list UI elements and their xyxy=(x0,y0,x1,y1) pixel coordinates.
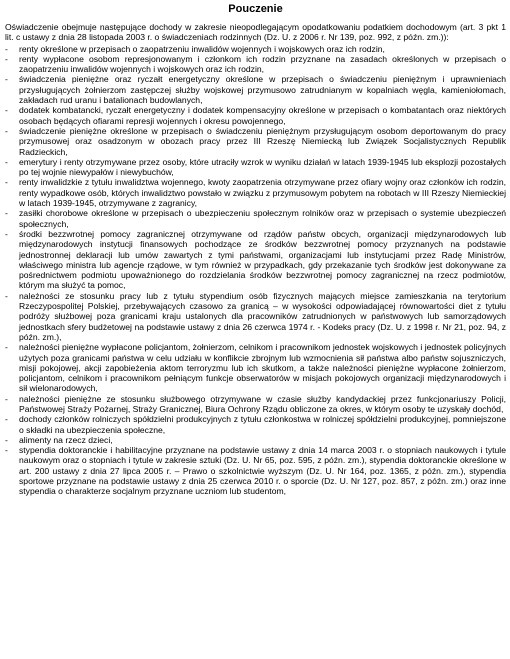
list-item-text: należności pieniężne wypłacone policjantom, żołnierzom, celnikom i pracownikom jednostek wojskowych i jednostek policyjnych użytych poza granicami państwa w celu udziału w konflikcie zbrojnym lub wzmocnienia sił państwa albo państw sojuszniczych, misji pokojowej, akcji zapobieżenia aktom terroryzmu lub ich skutkom, a także należności pieniężne wypłacone żołnierzom, policjantom, celnikom i pracownikom pełniącym funkcje obserwatorów w misjach pokojowych organizacji międzynarodowych i sił wielonarodowych, xyxy=(19,342,506,394)
list-item-text: świadczenie pieniężne określone w przepisach o świadczeniu pieniężnym przysługującym osobom deportowanym do pracy przymusowej oraz osadzonym w obozach pracy przez III Rzeszę Niemiecką lub Związek Socjalistycznych Republik Radzieckich, xyxy=(19,125,506,157)
list-item xyxy=(5,105,506,126)
list-item-text: środki bezzwrotnej pomocy zagranicznej otrzymywane od rządów państw obcych, organizacji międzynarodowych lub międzynarodowych instytucji finansowych pochodzące ze środków bezzwrotnej pomocy przyznanych na podstawie jednostronnej deklaracji lub umów zawartych z tymi państwami, organizacjami lub instytucjami przez Radę Ministrów, właściwego ministra lub agencje rządowe, w tym również w przypadkach, gdy przekazanie tych środków jest dokonywane za pośrednictwem podmiotu upoważnionego do rozdzielania środków bezzwrotnej pomocy zagranicznej na rzecz podmiotów, którym ma służyć ta pomoc, xyxy=(19,228,506,291)
list-bullet: - xyxy=(5,156,8,167)
list-item-text: dodatek kombatancki, ryczałt energetyczny i dodatek kompensacyjny określone w przepisach o kombatantach oraz niektórych osobach będących ofiarami represji wojennych i okresu powojennego, xyxy=(19,105,506,126)
list-bullet: - xyxy=(5,414,8,425)
list-bullet: - xyxy=(5,228,8,239)
intro-paragraph: Oświadczenie obejmuje następujące dochody w zakresie nieopodlegającym opodatkowaniu podatkiem dochodowym (art. 3 pkt 1 lit. c ustawy z dnia 28 listopada 2003 r. o świadczeniach rodzinnych (Dz. U. z 2006 r. Nr 139, poz. 992, z późn. zm.)): xyxy=(5,22,506,43)
list-bullet: - xyxy=(5,342,8,353)
list-item xyxy=(5,435,506,445)
list-item xyxy=(5,342,506,393)
list-item-text: należności ze stosunku pracy lub z tytułu stypendium osób fizycznych mających miejsce zamieszkania na terytorium Rzeczypospolitej Polskiej, przebywających czasowo za granicą – w wysokości odpowiadającej równowartości diet z tytułu podróży służbowej poza granicami kraju ustalonych dla pracowników zatrudnionych w państwowych lub samorządowych jednostkach sfery budżetowej na podstawie ustawy z dnia 26 czerwca 1974 r. - Kodeks pracy (Dz. U. z 1998 r. Nr 21, poz. 94, z późn. zm.), xyxy=(19,290,506,342)
list-item-text: świadczenia pieniężne oraz ryczałt energetyczny określone w przepisach o świadczeniu pieniężnym i uprawnieniach przysługujących żołnierzom zastępczej służby wojskowej przymusowo zatrudnianym w kopalniach węgla, kamieniołomach, zakładach rud uranu i batalionach budowlanych, xyxy=(19,74,506,106)
list-item xyxy=(5,177,506,208)
list-item xyxy=(5,157,506,178)
list-item xyxy=(5,44,506,54)
list-item xyxy=(5,394,506,415)
list-item-text: stypendia doktoranckie i habilitacyjne przyznane na podstawie ustawy z dnia 14 marca 2003 r. o stopniach naukowych i tytule naukowym oraz o stopniach i tytule w zakresie sztuki (Dz. U. Nr 65, poz. 595, z późn. zm.), stypendia doktoranckie określone w art. 200 ustawy z dnia 27 lipca 2005 r. – Prawo o szkolnictwie wyższym (Dz. U. Nr 164, poz. 1365, z późn. zm.), stypendia sportowe przyznane na podstawie ustawy z dnia 25 czerwca 2010 r. o sporcie (Dz. U. Nr 127, poz. 857, z późn. zm.) oraz inne stypendia o charakterze socjalnym przyznane uczniom lub studentom, xyxy=(19,445,506,497)
list-item-text: dochody członków rolniczych spółdzielni produkcyjnych z tytułu członkostwa w rolniczej spółdzielni produkcyjnej, pomniejszone o składki na ubezpieczenia społeczne, xyxy=(19,414,506,435)
list-item xyxy=(5,291,506,342)
list-bullet: - xyxy=(5,105,8,116)
list-item-text: należności pieniężne ze stosunku służbowego otrzymywane w czasie służby kandydackiej przez funkcjonariuszy Policji, Państwowej Straży Pożarnej, Straży Granicznej, Biura Ochrony Rządu obliczone za okres, w którym osoby te uzyskały dochód, xyxy=(19,393,506,414)
list-bullet: - xyxy=(5,290,8,301)
list-item-text: renty inwalidzkie z tytułu inwalidztwa wojennego, kwoty zaopatrzenia otrzymywane przez ofiary wojny oraz członków ich rodzin, renty wypadkowe osób, których inwalidztwo powstało w związku z przymusowym pobytem na robotach w III Rzeszy Niemieckiej w latach 1939-1945, otrzymywane z zagranicy, xyxy=(19,177,506,209)
list-bullet: - xyxy=(5,393,8,404)
list-item-text: renty określone w przepisach o zaopatrzeniu inwalidów wojennych i wojskowych oraz ich rodzin, xyxy=(19,43,385,54)
list-bullet: - xyxy=(5,208,8,219)
list-item xyxy=(5,74,506,105)
list-item xyxy=(5,54,506,75)
list-item xyxy=(5,208,506,229)
list-item-text: alimenty na rzecz dzieci, xyxy=(19,434,113,445)
list-item-text: zasiłki chorobowe określone w przepisach o ubezpieczeniu społecznym rolników oraz w przepisach o systemie ubezpieczeń społecznych, xyxy=(19,208,506,229)
list-item xyxy=(5,445,506,496)
list-item xyxy=(5,414,506,435)
list-bullet: - xyxy=(5,125,8,136)
list-bullet: - xyxy=(5,53,8,64)
list-bullet: - xyxy=(5,177,8,188)
list-item-text: renty wypłacone osobom represjonowanym i członkom ich rodzin przyznane na zasadach określonych w przepisach o zaopatrzeniu inwalidów wojennych i wojskowych oraz ich rodzin, xyxy=(19,53,506,75)
list-bullet: - xyxy=(5,445,8,456)
list-bullet: - xyxy=(5,43,8,54)
list-item xyxy=(5,229,506,291)
list-item xyxy=(5,126,506,157)
document-title: Pouczenie xyxy=(228,3,283,15)
list-bullet: - xyxy=(5,74,8,85)
list-bullet: - xyxy=(5,434,8,445)
income-list xyxy=(5,44,506,497)
list-item-text: emerytury i renty otrzymywane przez osoby, które utraciły wzrok w wyniku działań w latach 1939-1945 lub eksplozji pozostałych po tej wojnie niewypałów i niewybuchów, xyxy=(19,156,506,178)
